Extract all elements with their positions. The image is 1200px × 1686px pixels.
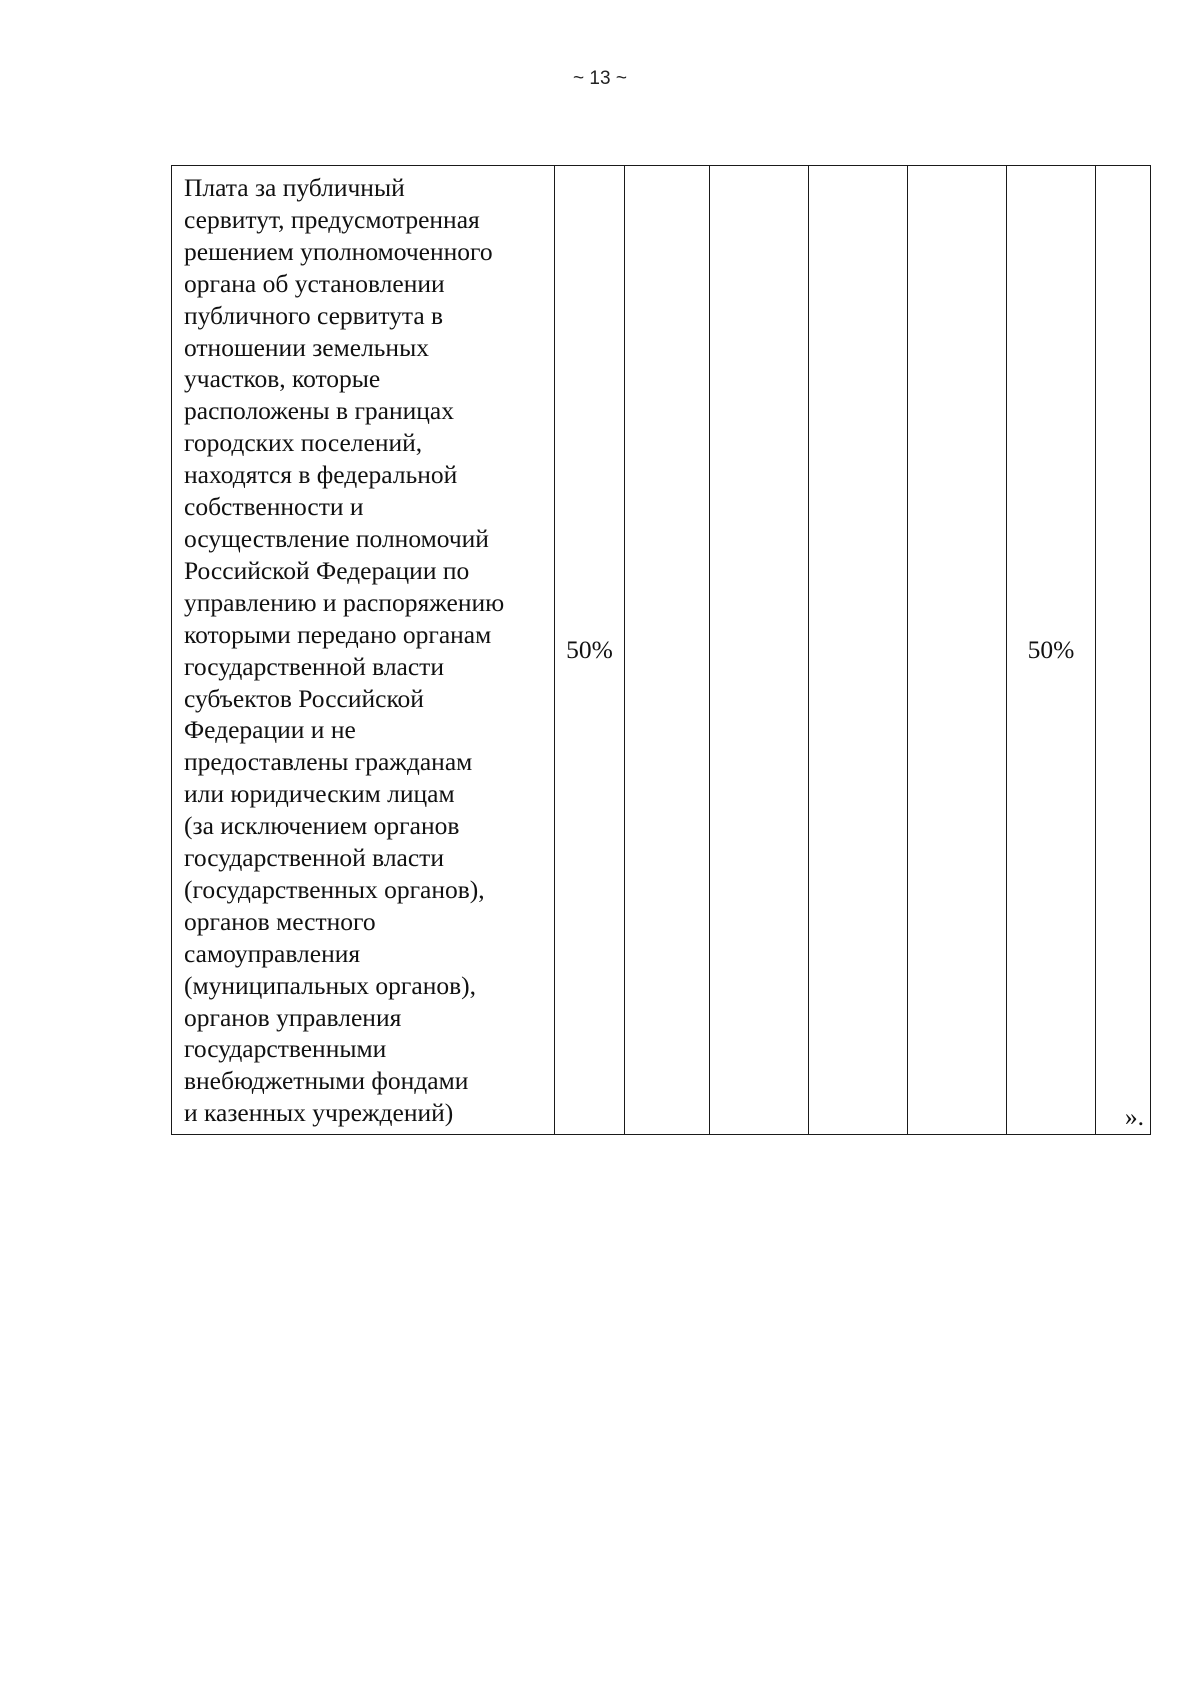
table-cell-value-2 (625, 166, 710, 1135)
table-cell-value-4 (809, 166, 908, 1135)
page-number: ~ 13 ~ (573, 68, 627, 89)
closing-quote-mark: ». (1096, 166, 1151, 1135)
table-cell-value-1: 50% (555, 166, 625, 1135)
distribution-table (171, 165, 1151, 1135)
table-cell-value-3 (710, 166, 809, 1135)
table-cell-value-6: 50% (1007, 166, 1096, 1135)
table-row (172, 166, 1151, 1135)
table-cell-value-5 (908, 166, 1007, 1135)
income-type-description: Плата за публичный сервитут, предусмотренная решением уполномоченного органа об установлении публичного сервитута в отношении земельных участков, которые расположены в границах городских поселений, находятся в федеральной собственности и осуществление полномочий Российской Федерации по управлению и распоряжению которыми передано органам государственной власти субъектов Российской Федерации и не предоставлены гражданам или юридическим лицам (за исключением органов государственной власти (государственных органов), органов местного самоуправления (муниципальных органов), органов управления государственными внебюджетными фондами и казенных учреждений) (172, 166, 555, 1135)
